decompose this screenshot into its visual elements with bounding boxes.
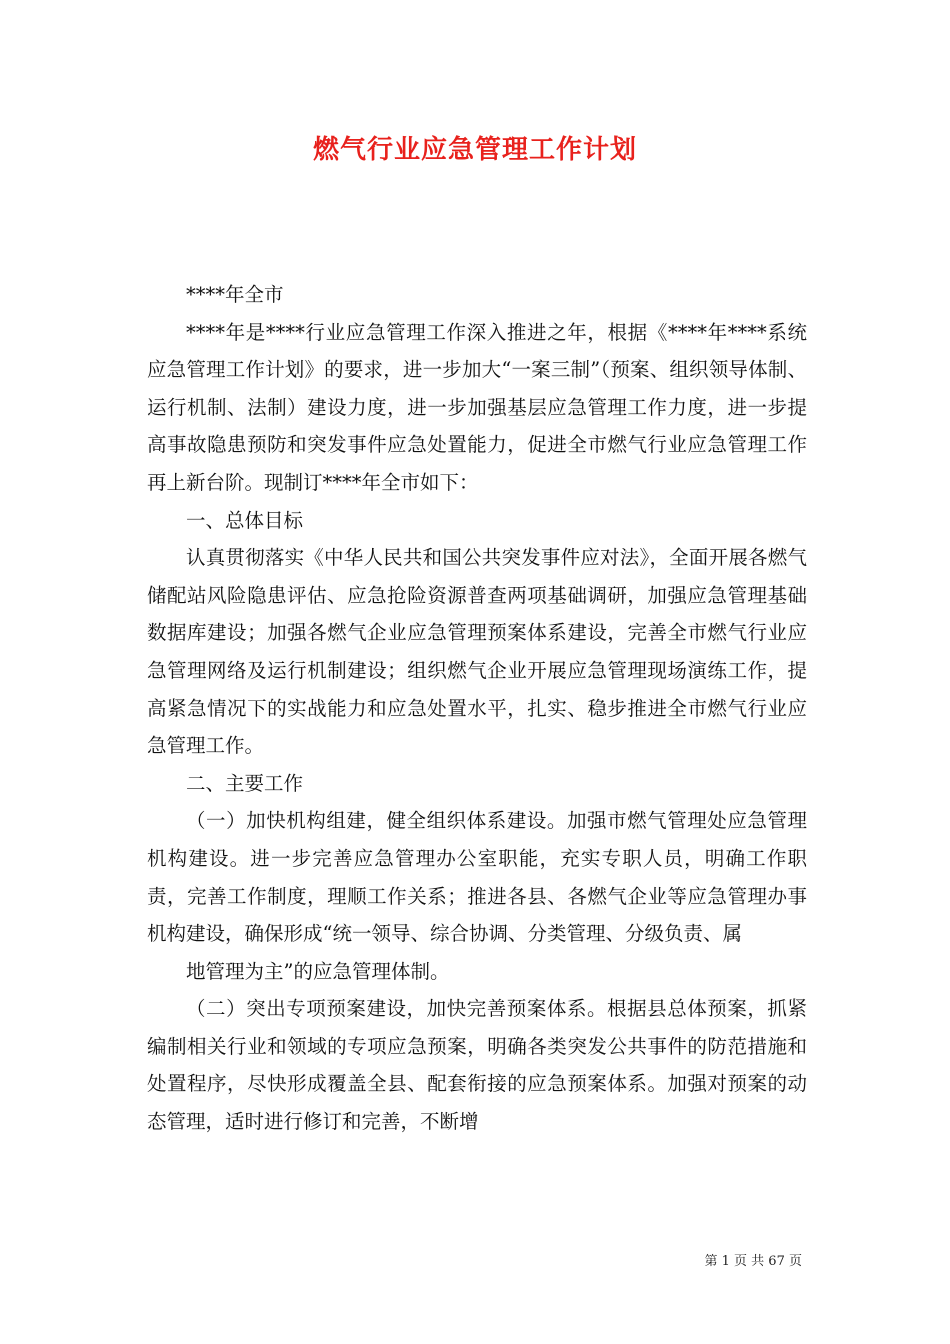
footer-suffix: 页 bbox=[788, 1254, 802, 1269]
document-body bbox=[147, 276, 807, 1141]
section-heading-overall-goal: 一、总体目标 bbox=[186, 508, 304, 532]
paragraph-work-item-1: （一）加快机构组建，健全组织体系建设。加强市燃气管理处应急管理机构建设。进一步完善应急管理办公室职能，充实专职人员，明确工作职责，完善工作制度，理顺工作关系；推进各县、各燃气企业等应急管理办事机构建设，确保形成“统一领导、综合协调、分类管理、分级负责、属 bbox=[147, 809, 807, 946]
total-page-count: 67 bbox=[768, 1254, 785, 1269]
current-page-number: 1 bbox=[721, 1254, 730, 1269]
paragraph-overall-goal: 认真贯彻落实《中华人民共和国公共突发事件应对法》，全面开展各燃气储配站风险隐患评估、应急抢险资源普查两项基础调研，加强应急管理基础数据库建设；加强各燃气企业应急管理预案体系建设，完善全市燃气行业应急管理网络及运行机制建设；组织燃气企业开展应急管理现场演练工作，提高紧急情况下的实战能力和应急处置水平，扎实、稳步推进全市燃气行业应急管理工作。 bbox=[147, 546, 807, 758]
paragraph-intro: ****年是****行业应急管理工作深入推进之年，根据《****年****系统应急管理工作计划》的要求，进一步加大“一案三制”（预案、组织领导体制、运行机制、法制）建设力度，进一步加强基层应急管理工作力度，进一步提高事故隐患预防和突发事件应急处置能力，促进全市燃气行业应急管理工作再上新台阶。现制订****年全市如下： bbox=[147, 320, 807, 494]
document-title: 燃气行业应急管理工作计划 bbox=[312, 135, 637, 165]
paragraph-work-item-2: （二）突出专项预案建设，加快完善预案体系。根据县总体预案，抓紧编制相关行业和领域的专项应急预案，明确各类突发公共事件的防范措施和处置程序，尽快形成覆盖全县、配套衔接的应急预案体系。加强对预案的动态管理，适时进行修订和完善，不断增 bbox=[147, 997, 807, 1134]
footer-middle: 页 共 bbox=[734, 1254, 765, 1269]
footer-prefix: 第 bbox=[704, 1254, 718, 1269]
paragraph-intro-heading: ****年全市 bbox=[186, 283, 284, 306]
paragraph-work-item-1-continued: 地管理为主”的应急管理体制。 bbox=[186, 959, 450, 983]
section-heading-main-work: 二、主要工作 bbox=[186, 771, 304, 795]
page-number-footer bbox=[704, 1250, 802, 1269]
